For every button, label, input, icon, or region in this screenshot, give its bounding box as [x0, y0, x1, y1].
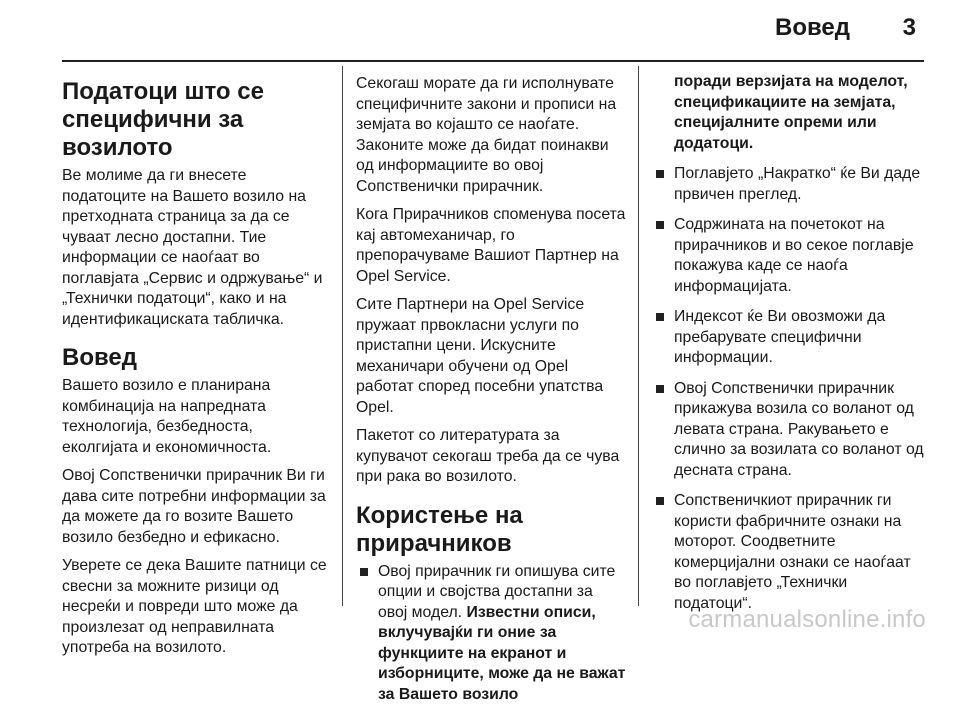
bullet-square-icon [656, 170, 664, 178]
bullet-square-icon [656, 497, 664, 505]
list-item-text: Овој Сопственички прирачник прикажува возила со воланот од левата страна. Ракувањето е слично за возилата со воланот од десната страна. [674, 380, 924, 479]
list-item-text: Сопственичкиот прирачник ги користи фабричните ознаки на моторот. Соодветните комерцијални ознаки се наоѓаат во поглавјето „Технички податоци“. [674, 492, 911, 612]
list-item [356, 562, 626, 705]
heading-introduction: Вовед [62, 344, 330, 372]
column-1 [62, 66, 330, 606]
continued-bold-text: поради верзијата на моделот, спецификациите на земјата, специјалните опреми или додатоци. [674, 72, 928, 154]
heading-using-manual: Користење на прирачников [356, 502, 626, 558]
bullet-square-icon [656, 385, 664, 393]
paragraph-intro-2: Овој Сопственички прирачник Ви ги дава сите потребни информации за да можете да го возите Вашето возило безбедно и ефикасно. [62, 466, 330, 548]
page-header [0, 0, 960, 58]
list-item [652, 307, 928, 369]
bullet-square-icon [360, 568, 368, 576]
bullet-square-icon [656, 313, 664, 321]
bullet-list-col3 [652, 164, 928, 614]
bullet-square-icon [656, 221, 664, 229]
header-rule [62, 60, 924, 62]
column-2 [356, 66, 626, 606]
list-item [652, 215, 928, 297]
list-item-bold-text: Известни описи, вклучувајќи ги оние за функциите на екранот и изборниците, може да не важат за Вашето возило [378, 604, 625, 703]
paragraph-literature: Пакетот со литературата за купувачот секогаш треба да се чува при рака во возилото. [356, 426, 626, 488]
list-item-text: Овој прирачник ги опишува сите опции и својства достапни за овој модел. [378, 563, 615, 621]
paragraph-partners: Сите Партнери на Opel Service пружаат првокласни услуги по пристапни цени. Искусните механичари обучени од Opel работат според посебни упатства Opel. [356, 295, 626, 418]
column-divider-1 [342, 66, 343, 606]
page-number: 3 [903, 14, 916, 42]
bullet-list-col2 [356, 562, 626, 705]
list-item [652, 164, 928, 205]
paragraph-laws: Секогаш морате да ги исполнувате специфичните закони и прописи на земјата во којашто се наоѓате. Законите може да бидат поинакви од информациите во овој Сопственички прирачник. [356, 74, 626, 197]
heading-vehicle-data: Податоци што се специфични за возилото [62, 78, 330, 162]
column-divider-2 [638, 66, 639, 606]
paragraph-vehicle-data: Ве молиме да ги внесете податоците на Вашето возило на претходната страница за да се чуваат лесно достапни. Тие информации се наоѓаат во поглавјата „Сервис и одржување“ и „Технички податоци“, како и на идентификациската табличка. [62, 166, 330, 330]
list-item [652, 491, 928, 614]
list-item-text: Поглавјето „Накратко“ ќе Ви даде првичен преглед. [674, 165, 920, 203]
list-item [652, 379, 928, 482]
paragraph-intro-3: Уверете се дека Вашите патници се свесни за можните ризици од несреќи и повреди што може да произлезат од неправилната употреба на возилото. [62, 556, 330, 659]
watermark-text: carmanualsonline.info [688, 606, 926, 634]
paragraph-intro-1: Вашето возило е планирана комбинација на напредната технологија, безбедноста, еколгијата и економичноста. [62, 376, 330, 458]
paragraph-mechanic: Кога Прирачников споменува посета кај автомеханичар, го препорачуваме Вашиот Партнер на Opel Service. [356, 205, 626, 287]
list-item-text: Индексот ќе Ви овозможи да пребарувате специфични информации. [674, 308, 885, 366]
header-title: Вовед [775, 14, 850, 42]
list-item-text: Содржината на почетокот на прирачников и во секое поглавје покажува каде се наоѓа информацијата. [674, 216, 914, 295]
column-3 [652, 66, 928, 606]
